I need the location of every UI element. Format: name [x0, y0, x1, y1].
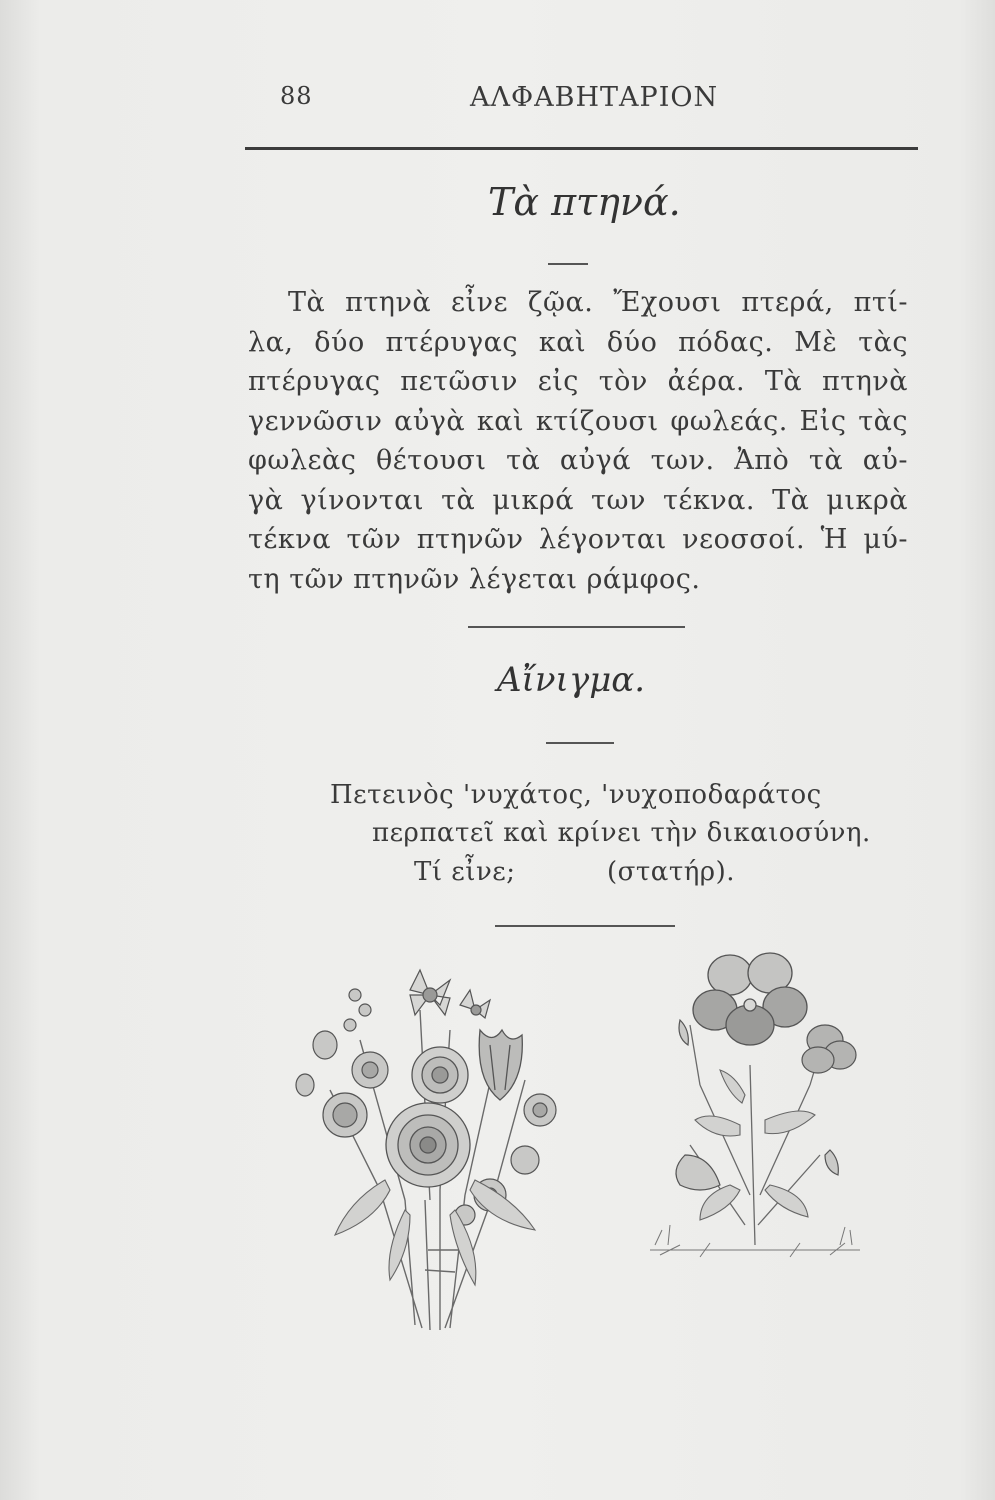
- title-rule: [546, 742, 614, 744]
- section-title-riddle: Αἴνιγμα.: [497, 660, 646, 700]
- running-header-title: ΑΛΦΑΒΗΤΑΡΙΟΝ: [470, 82, 719, 113]
- paragraph-line: γὰ γίνονται τὰ μικρά των τέκνα. Τὰ μικρὰ: [248, 484, 908, 516]
- paragraph-line: Τὰ πτηνὰ εἶνε ζῷα. Ἔχουσι πτερά, πτί-: [288, 287, 908, 318]
- page-number: 88: [280, 82, 313, 110]
- paragraph-line: λα, δύο πτέρυγας καὶ δύο πόδας. Μὲ τὰς: [248, 326, 908, 358]
- section-divider: [495, 925, 675, 927]
- paragraph-line: τέκνα τῶν πτηνῶν λέγονται νεοσσοί. Ἡ μύ-: [248, 524, 908, 555]
- riddle-answer: (στατήρ).: [607, 857, 735, 887]
- flower-bouquet-illustration: [290, 950, 580, 1340]
- riddle-line: Πετεινὸς 'νυχάτος, 'νυχοποδαράτος: [330, 780, 822, 810]
- riddle-question: Τί εἶνε;: [414, 857, 516, 887]
- paragraph-line: φωλεὰς θέτουσι τὰ αὐγά των. Ἀπὸ τὰ αὐ-: [248, 445, 908, 476]
- paragraph-line: τη τῶν πτηνῶν λέγεται ράμφος.: [248, 563, 701, 595]
- pansy-plant-illustration: [640, 945, 870, 1275]
- paragraph-line: πτέρυγας πετῶσιν εἰς τὸν ἀέρα. Τὰ πτηνὰ: [248, 366, 908, 397]
- header-rule: [245, 147, 918, 150]
- section-divider: [468, 626, 685, 628]
- birds-paragraph: [248, 283, 908, 599]
- section-title-birds: Τὰ πτηνά.: [488, 180, 681, 224]
- title-rule: [548, 263, 588, 265]
- riddle-line: περπατεῖ καὶ κρίνει τὴν δικαιοσύνη.: [372, 818, 871, 848]
- paragraph-line: γεννῶσιν αὐγὰ καὶ κτίζουσι φωλεάς. Εἰς τὰς: [248, 405, 908, 437]
